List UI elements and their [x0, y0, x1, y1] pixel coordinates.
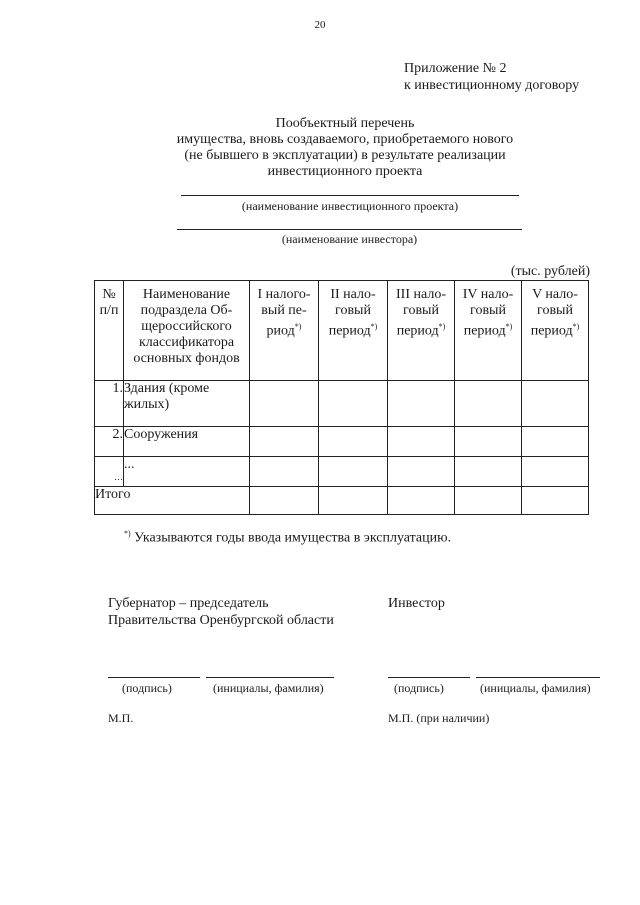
cell-period-3: [388, 457, 455, 487]
property-table: [94, 280, 589, 515]
cell-period-4: [455, 457, 522, 487]
investor-name-caption: (наименование инвестора): [281, 232, 418, 246]
governor-name-label: (инициалы, фамилия): [213, 681, 324, 695]
cell-total-5: [522, 487, 589, 515]
row-name: ...: [124, 457, 250, 487]
cell-period-1: [250, 427, 319, 457]
governor-name-line: [206, 677, 334, 678]
footnote-mark: *): [370, 322, 378, 331]
cell-total-2: [319, 487, 388, 515]
cell-period-5: [522, 381, 589, 427]
cell-total-3: [388, 487, 455, 515]
cell-total-1: [250, 487, 319, 515]
header-num: № п/п: [95, 281, 124, 381]
project-name-caption: (наименование инвестиционного проекта): [241, 199, 459, 213]
investor-name-line: [177, 229, 522, 230]
investor-name-label: (инициалы, фамилия): [480, 681, 591, 695]
cell-period-3: [388, 427, 455, 457]
appendix-line-1: Приложение № 2: [404, 61, 507, 76]
cell-period-1: [250, 381, 319, 427]
footnote-mark: *): [572, 322, 580, 331]
cell-period-4: [455, 427, 522, 457]
investor-sign-label: (подпись): [394, 681, 444, 695]
table-row: [95, 427, 589, 457]
cell-total-4: [455, 487, 522, 515]
row-num: …: [95, 457, 124, 487]
investor-signature-line: [388, 677, 470, 678]
footnote: [124, 529, 451, 547]
row-name: Здания (кроме жилых): [124, 381, 250, 427]
header-period-2: II нало- говый период*): [319, 281, 388, 381]
footnote-mark: *): [438, 322, 446, 331]
table-row: [95, 457, 589, 487]
unit-label: (тыс. рублей): [510, 264, 590, 279]
governor-title: Губернатор – председатель Правительства Оренбургской области: [108, 596, 334, 628]
header-period-5: V нало- говый период*): [522, 281, 589, 381]
row-num: 1.: [95, 381, 124, 427]
footnote-text: Указываются годы ввода имущества в эксплуатацию.: [134, 530, 452, 546]
header-period-3: III нало- говый период*): [388, 281, 455, 381]
total-label: Итого: [95, 487, 250, 515]
cell-period-4: [455, 381, 522, 427]
document-title: [120, 116, 570, 180]
title-line-2: имущества, вновь создаваемого, приобретаемого нового: [176, 132, 514, 147]
title-line-3: (не бывшего в эксплуатации) в результате реализации: [184, 148, 506, 163]
footnote-mark: *): [505, 322, 513, 331]
cell-period-2: [319, 381, 388, 427]
title-line-4: инвестиционного проекта: [267, 164, 423, 179]
table-total-row: [95, 487, 589, 515]
row-num: 2.: [95, 427, 124, 457]
governor-sign-label: (подпись): [122, 681, 172, 695]
investor-title: Инвестор: [388, 596, 445, 611]
footnote-mark: *): [124, 529, 131, 538]
header-period-4: IV нало- говый период*): [455, 281, 522, 381]
investor-stamp: М.П. (при наличии): [388, 711, 490, 725]
title-line-1: Пообъектный перечень: [275, 116, 415, 131]
governor-stamp: М.П.: [108, 711, 134, 725]
footnote-mark: *): [294, 322, 302, 331]
page-number: 20: [314, 19, 326, 31]
project-name-line: [181, 195, 519, 196]
cell-period-5: [522, 427, 589, 457]
table-row: [95, 381, 589, 427]
cell-period-5: [522, 457, 589, 487]
appendix-line-2: к инвестиционному договору: [404, 78, 580, 93]
cell-period-2: [319, 457, 388, 487]
row-name: Сооружения: [124, 427, 250, 457]
appendix-header: [404, 60, 579, 94]
cell-period-3: [388, 381, 455, 427]
cell-period-1: [250, 457, 319, 487]
header-period-1: I налого- вый пе- риод*): [250, 281, 319, 381]
governor-signature-line: [108, 677, 200, 678]
table-header-row: [95, 281, 589, 381]
investor-name-line: [476, 677, 600, 678]
header-name: Наименование подраздела Об- щероссийского классификатора основных фондов: [124, 281, 250, 381]
cell-period-2: [319, 427, 388, 457]
